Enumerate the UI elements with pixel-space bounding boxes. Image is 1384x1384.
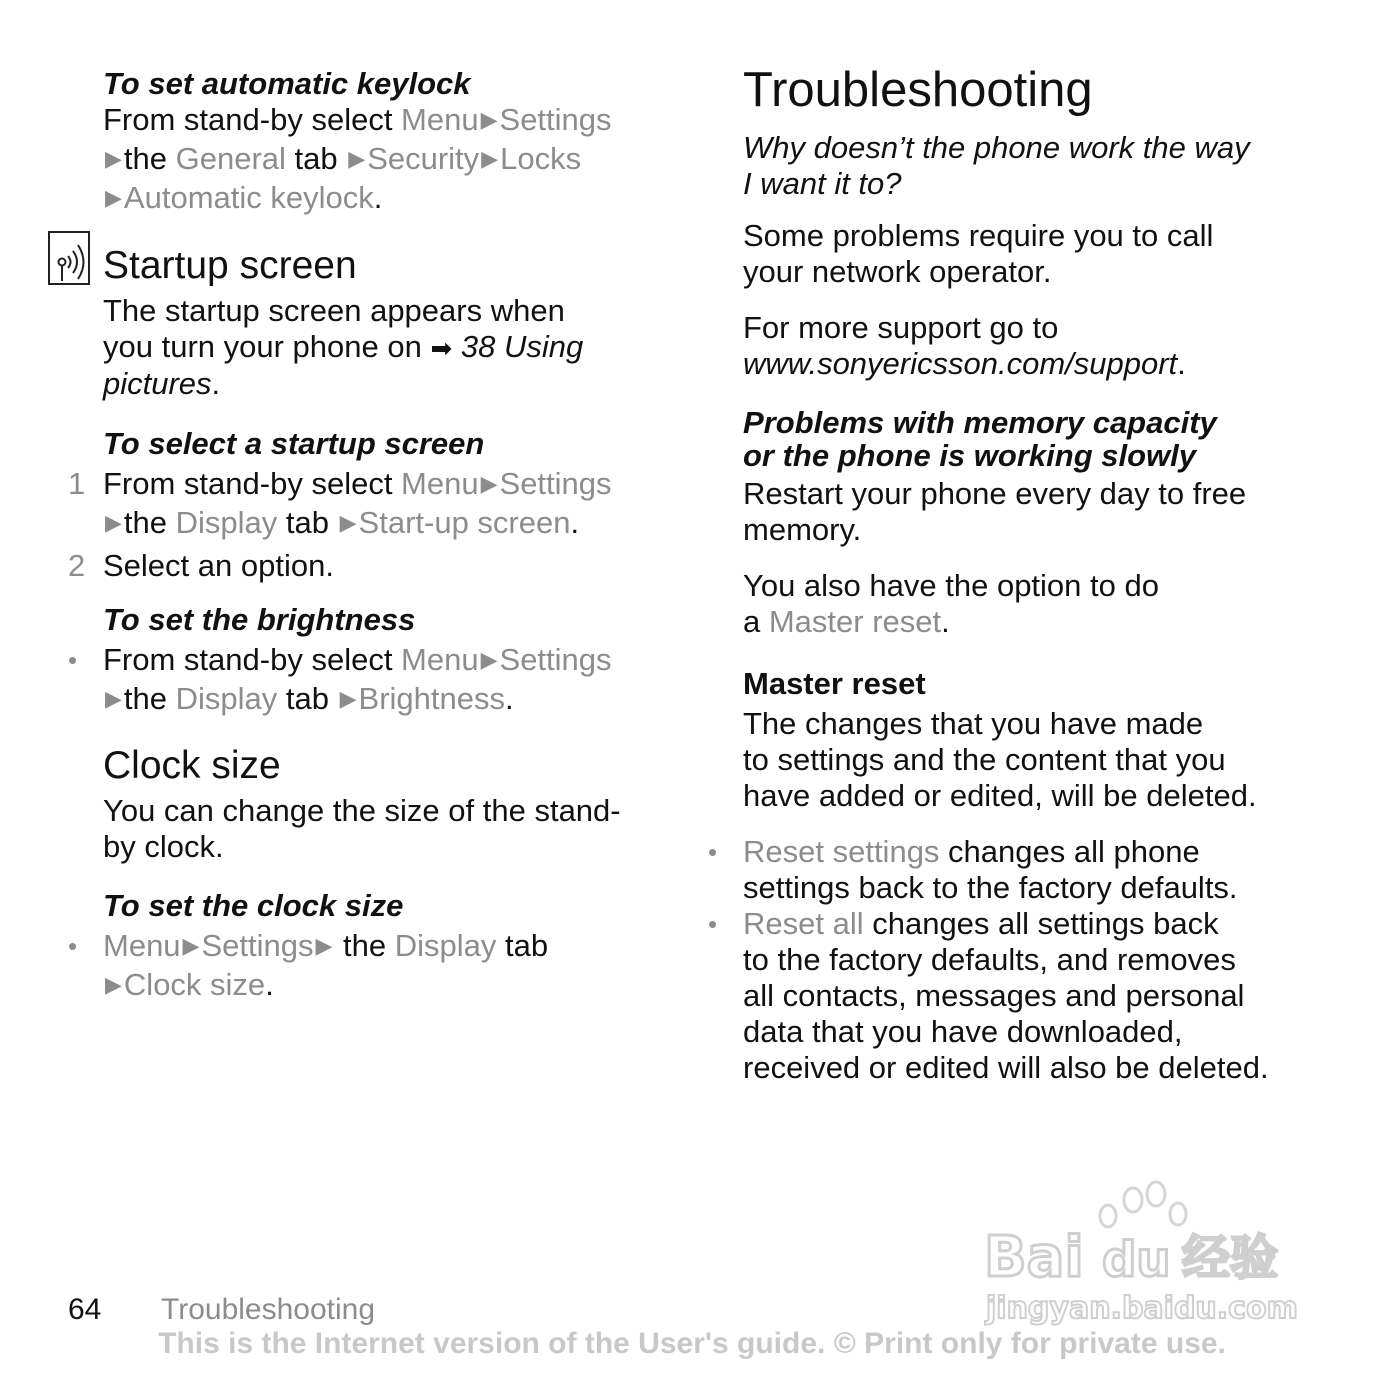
step-number: 1 (68, 466, 86, 501)
list-item (68, 548, 668, 584)
path-text: From stand-by select (103, 466, 402, 501)
list-item (68, 466, 668, 544)
menu-item: Automatic keylock (123, 180, 374, 215)
procedure-heading: To set automatic keylock (103, 66, 471, 101)
body-text: You can change the size of the stand- (103, 793, 621, 828)
body-text: have added or edited, will be deleted. (743, 778, 1257, 813)
triangle-right-icon: ▶ (105, 510, 122, 535)
body-text: memory. (743, 512, 862, 547)
body-text: your network operator. (743, 254, 1052, 289)
path-text: tab (496, 928, 549, 963)
body-text: all contacts, messages and personal (743, 978, 1245, 1013)
menu-item: Menu (401, 642, 479, 677)
body-text: . (211, 366, 221, 401)
bullet-icon: • (708, 837, 718, 867)
body-text: Some problems require you to call (743, 218, 1214, 253)
master-reset-section (708, 666, 1348, 1086)
menu-item: Display (175, 681, 278, 716)
body-text: received or edited will also be deleted. (743, 1050, 1269, 1085)
troubleshooting-section (708, 62, 1348, 382)
path-text: the (123, 681, 176, 716)
path-text: tab (285, 141, 347, 176)
keylock-path (68, 102, 668, 219)
procedure-heading (708, 406, 1348, 472)
body-text: to settings and the content that you (743, 742, 1226, 777)
network-operator-icon (48, 231, 90, 285)
menu-item: Reset settings (743, 834, 940, 869)
cross-reference-link[interactable]: 38 Using (460, 329, 584, 364)
path-text: the (334, 928, 395, 963)
list-item (708, 834, 1348, 906)
keylock-instruction (68, 66, 668, 219)
body-text: data that you have downloaded, (743, 1014, 1183, 1049)
triangle-right-icon: ▶ (105, 686, 122, 711)
paragraph (708, 476, 1348, 548)
path-text: . (505, 681, 514, 716)
body-text: changes all phone (939, 834, 1200, 869)
cross-reference-link[interactable]: pictures (103, 366, 212, 401)
section-body (68, 793, 668, 865)
menu-item: Settings (499, 642, 612, 677)
cross-reference-arrow-icon: ➡ (430, 333, 453, 363)
body-text: settings back to the factory defaults. (743, 870, 1238, 905)
triangle-right-icon: ▶ (105, 185, 122, 210)
footer-note: This is the Internet version of the User's guide. © Print only for private use. (158, 1327, 1226, 1360)
body-text: changes all settings back (863, 906, 1219, 941)
procedure-heading: To select a startup screen (103, 426, 485, 461)
watermark-brand: 经验 (1182, 1230, 1279, 1286)
watermark-url: jingyan.baidu.com (986, 1291, 1298, 1326)
body-text: to the factory defaults, and removes (743, 942, 1236, 977)
clock-size-section (68, 743, 668, 1006)
menu-item: Menu (103, 928, 181, 963)
paragraph (708, 218, 1348, 290)
triangle-right-icon: ▶ (480, 647, 498, 672)
body-text: . (1177, 346, 1186, 381)
section-title: Startup screen (103, 244, 357, 287)
menu-item: Locks (500, 141, 582, 176)
menu-item: Start-up screen (358, 505, 571, 540)
menu-item: Master reset (768, 604, 942, 639)
list-item (708, 906, 1348, 1086)
procedure-heading: To set the brightness (103, 602, 416, 637)
triangle-right-icon: ▶ (182, 933, 200, 958)
path-text: the (123, 141, 176, 176)
menu-item: Menu (401, 102, 479, 137)
subtitle-line: Why doesn’t the phone work the way (743, 130, 1250, 165)
body-text: by clock. (103, 829, 224, 864)
subtitle (708, 130, 1348, 202)
menu-item: Clock size (123, 967, 266, 1002)
subtitle-line: I want it to? (743, 166, 902, 201)
triangle-right-icon: ▶ (480, 471, 498, 496)
list-item (68, 928, 668, 1006)
triangle-right-icon: ▶ (348, 146, 366, 171)
menu-item: Menu (401, 466, 479, 501)
select-startup-procedure (68, 426, 668, 584)
paragraph (708, 706, 1348, 814)
menu-item: Reset all (743, 906, 864, 941)
memory-problems (708, 406, 1348, 640)
triangle-right-icon: ▶ (339, 510, 357, 535)
path-text: . (373, 180, 383, 215)
section-body (68, 293, 668, 402)
menu-item: Settings (499, 466, 612, 501)
body-text: . (941, 604, 950, 639)
triangle-right-icon: ▶ (339, 686, 357, 711)
path-text: tab (277, 505, 338, 540)
menu-item: Security (367, 141, 480, 176)
baidu-watermark (978, 1178, 1308, 1328)
paragraph (708, 568, 1348, 640)
body-text: For more support go to (743, 310, 1059, 345)
bullet-icon: • (708, 909, 718, 939)
path-text: From stand-by select (103, 102, 402, 137)
watermark-brand: du (1102, 1232, 1171, 1288)
menu-item: Brightness (358, 681, 506, 716)
triangle-right-icon: ▶ (481, 146, 499, 171)
watermark-brand: Bai (984, 1225, 1084, 1290)
subsection-title (708, 666, 1348, 702)
body-text: The changes that you have made (743, 706, 1204, 741)
path-text: . (570, 505, 580, 540)
bullet-icon: • (68, 931, 78, 961)
bullet-icon: • (68, 645, 78, 675)
footer-section: Troubleshooting (161, 1293, 376, 1326)
body-text: a (743, 604, 769, 639)
page-title: Troubleshooting (743, 63, 1093, 117)
section-title: Clock size (103, 744, 281, 787)
triangle-right-icon: ▶ (105, 146, 122, 171)
path-text: From stand-by select (103, 642, 402, 677)
menu-item: Settings (201, 928, 314, 963)
step-text: Select an option. (103, 548, 334, 583)
heading-line: Problems with memory capacity (743, 405, 1217, 440)
path-text: . (265, 967, 274, 1002)
menu-item: Settings (499, 102, 612, 137)
support-link[interactable]: www.sonyericsson.com/support (743, 346, 1178, 381)
subsection-title-text: Master reset (743, 666, 926, 701)
triangle-right-icon: ▶ (480, 107, 498, 132)
menu-item: General (175, 141, 286, 176)
startup-section (68, 243, 668, 402)
body-text: you turn your phone on (103, 329, 431, 364)
procedure-heading: To set the clock size (103, 888, 404, 923)
page-number: 64 (68, 1293, 102, 1326)
paragraph (708, 310, 1348, 382)
brightness-procedure (68, 602, 668, 720)
heading-line: or the phone is working slowly (743, 438, 1196, 473)
list-item (68, 642, 668, 720)
path-text: the (123, 505, 176, 540)
triangle-right-icon: ▶ (315, 933, 333, 958)
menu-item: Display (394, 928, 497, 963)
menu-item: Display (175, 505, 278, 540)
triangle-right-icon: ▶ (105, 972, 122, 997)
body-text: You also have the option to do (743, 568, 1159, 603)
body-text: The startup screen appears when (103, 293, 565, 328)
step-number: 2 (68, 548, 86, 583)
path-text: tab (277, 681, 338, 716)
body-text: Restart your phone every day to free (743, 476, 1247, 511)
